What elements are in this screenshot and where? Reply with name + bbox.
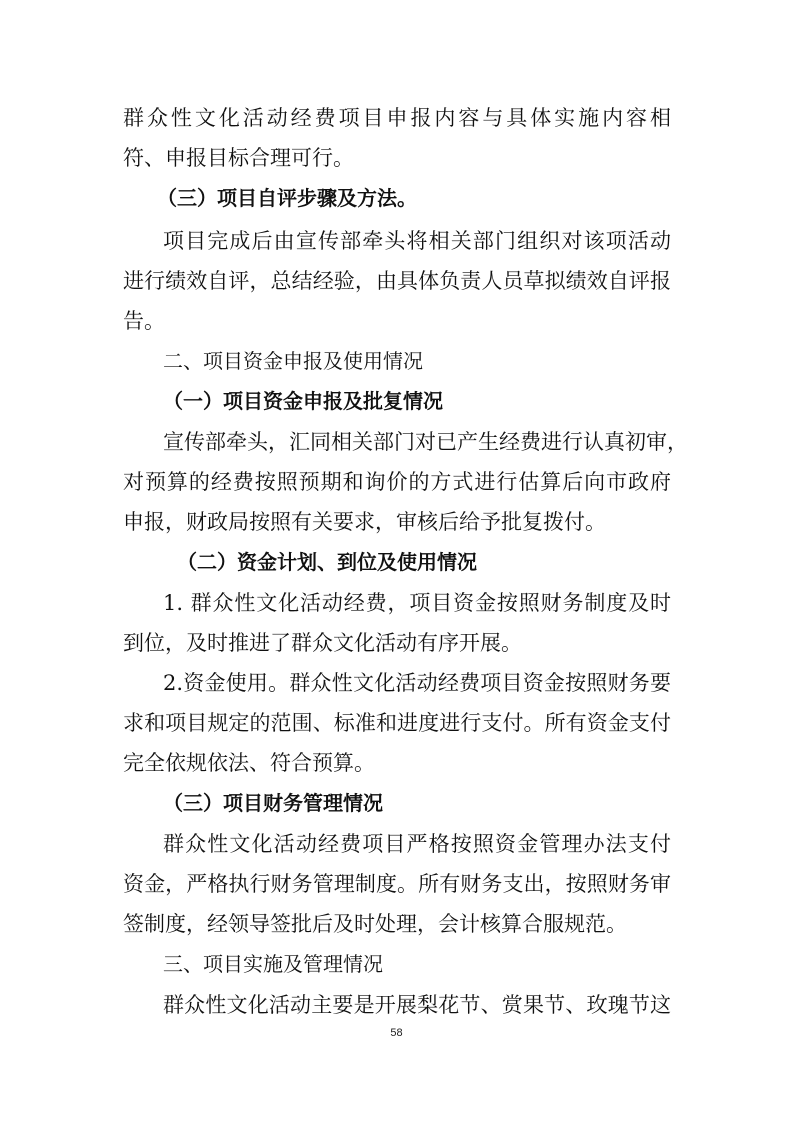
paragraph-line: 告。 [123,309,165,333]
chapter-heading: 三、项目实施及管理情况 [163,952,383,976]
paragraph-line: 2.资金使用。群众性文化活动经费项目资金按照财务要 [163,671,671,695]
paragraph-line: 完全依规依法、符合预算。 [123,751,375,775]
section-heading: （一）项目资金申报及批复情况 [163,389,443,413]
section-heading: （三）项目财务管理情况 [163,791,383,815]
paragraph-line: 申报，财政局按照有关要求，审核后给予批复拨付。 [123,510,606,534]
paragraph-line: 群众性文化活动经费项目严格按照资金管理办法支付 [163,832,671,856]
paragraph-line: 宣传部牵头，汇同相关部门对已产生经费进行认真初审， [163,430,688,454]
paragraph-line: 符、申报目标合理可行。 [123,146,354,170]
paragraph-line: 到位，及时推进了群众文化活动有序开展。 [123,631,522,655]
paragraph-line: 1. 群众性文化活动经费，项目资金按照财务制度及时 [163,591,671,615]
paragraph-line: 群众性文化活动经费项目申报内容与具体实施内容相 [123,106,671,130]
page-number: 58 [390,1027,403,1039]
chapter-heading: 二、项目资金申报及使用情况 [163,349,423,373]
paragraph-line: 群众性文化活动主要是开展梨花节、赏果节、玫瑰节这 [163,993,671,1017]
paragraph-line: 项目完成后由宣传部牵头将相关部门组织对该项活动 [163,229,671,253]
paragraph-line: 求和项目规定的范围、标准和进度进行支付。所有资金支付 [123,711,671,735]
section-heading: （二）资金计划、到位及使用情况 [177,550,477,574]
paragraph-line: 对预算的经费按照预期和询价的方式进行估算后向市政府 [123,470,671,494]
paragraph-line: 资金，严格执行财务管理制度。所有财务支出，按照财务审 [123,872,671,896]
section-heading: （三）项目自评步骤及方法。 [157,186,417,210]
paragraph-line: 进行绩效自评，总结经验，由具体负责人员草拟绩效自评报 [123,269,671,293]
paragraph-line: 签制度，经领导签批后及时处理，会计核算合服规范。 [123,912,627,936]
